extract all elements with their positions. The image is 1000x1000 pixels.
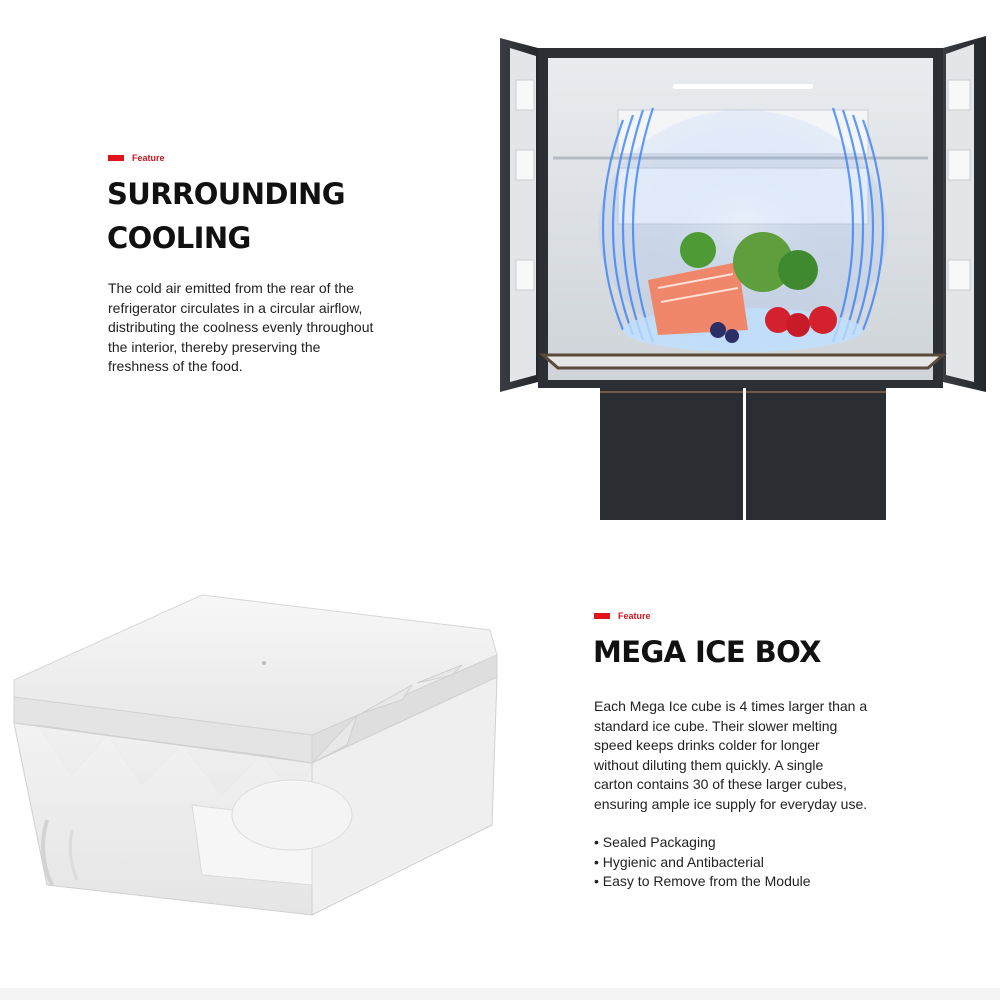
- body-line: distributing the coolness evenly throughout: [108, 319, 374, 336]
- title-line: SURROUNDING: [107, 177, 345, 211]
- refrigerator-image: [498, 30, 988, 525]
- section-description-cooling: [108, 279, 373, 377]
- body-line: carton contains 30 of these larger cubes,: [594, 776, 847, 793]
- section-description-ice-box: [594, 697, 867, 815]
- tag-bar: [108, 155, 124, 161]
- feature-tag: [594, 611, 651, 621]
- feature-bullet-list: [594, 833, 811, 892]
- bottom-divider: [0, 988, 1000, 1000]
- bullet-item: • Easy to Remove from the Module: [594, 873, 811, 890]
- bullet-item: • Sealed Packaging: [594, 834, 716, 850]
- feature-tag: [108, 153, 165, 163]
- body-line: Each Mega Ice cube is 4 times larger than a: [594, 698, 868, 714]
- feature-tag-label: Feature: [132, 153, 165, 163]
- body-line: the interior, thereby preserving the: [108, 338, 321, 355]
- tag-bar: [594, 613, 610, 619]
- body-line: The cold air emitted from the rear of the: [108, 280, 354, 296]
- body-line: freshness of the food.: [108, 358, 243, 375]
- title-line: COOLING: [107, 221, 251, 255]
- body-line: without diluting them quickly. A single: [594, 756, 824, 773]
- body-line: ensuring ample ice supply for everyday use.: [594, 795, 868, 812]
- section-title-cooling: [107, 172, 345, 260]
- body-line: refrigerator circulates in a circular airflow,: [108, 299, 363, 316]
- title-line: MEGA ICE BOX: [593, 635, 821, 669]
- body-line: speed keeps drinks colder for longer: [594, 737, 820, 754]
- body-line: standard ice cube. Their slower melting: [594, 717, 838, 734]
- section-title-ice-box: [593, 630, 821, 674]
- bullet-item: • Hygienic and Antibacterial: [594, 853, 764, 870]
- feature-tag-label: Feature: [618, 611, 651, 621]
- ice-box-image: [12, 585, 512, 920]
